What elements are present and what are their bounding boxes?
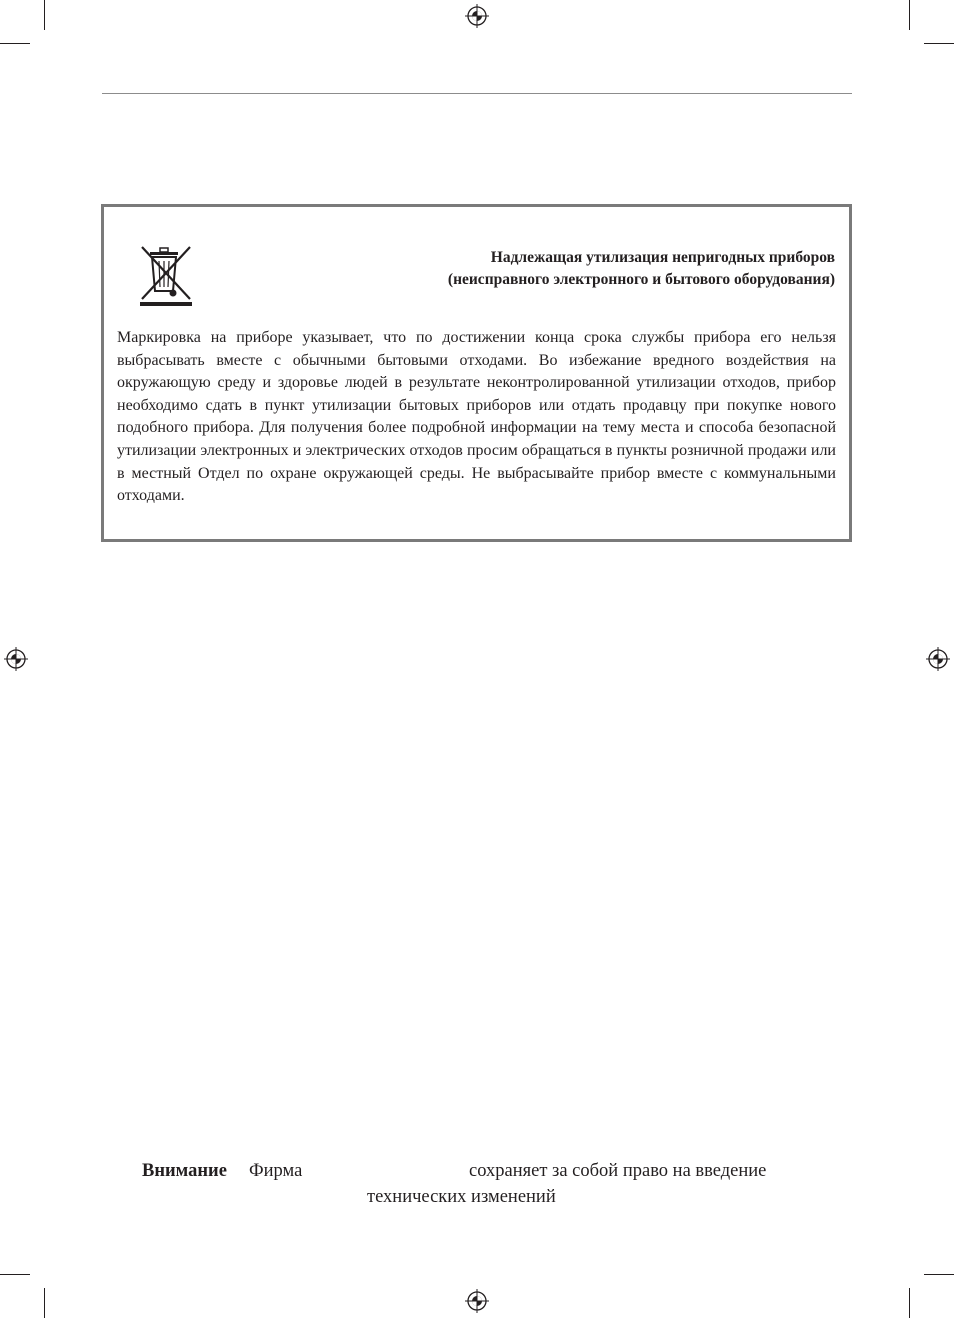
- footer-notice: [142, 1158, 227, 1184]
- crop-mark-bottom-left-v: [44, 1288, 45, 1318]
- crop-mark-top-left-v: [44, 0, 45, 30]
- registration-mark-icon: [465, 1289, 489, 1313]
- crop-mark-top-right-v: [909, 0, 910, 30]
- firm-label: Фирма: [249, 1161, 303, 1181]
- disposal-notice-box: [101, 204, 852, 542]
- registration-mark-icon: [4, 647, 28, 671]
- notice-title: [448, 247, 835, 291]
- notice-body-text: Маркировка на приборе указывает, что по достижении конца срока службы прибора его нельзя выбрасывать вместе с обычными бытовыми отходами. Во избежание вредного воздействия на окружающую среду и здоровье людей в результате неконтролированной утилизации отходов, прибор необходимо сдать в пункт утилизации бытовых приборов или отдать продавцу при покупке нового подобного прибора. Для получения более подробной информации на тему места и способа безопасной утилизации электронных и электрических отходов просим обращаться в пункты розничной продажи или в местный Отдел по охране окружающей среды. Не выбрасывайте прибор вместе с коммунальными отходами.: [117, 329, 836, 505]
- notice-title-line-2: (неисправного электронного и бытового оборудования): [447, 271, 835, 288]
- crop-mark-bottom-right-h: [924, 1274, 954, 1275]
- crossed-out-wheelie-bin-icon: [136, 244, 196, 306]
- crop-mark-bottom-left-h: [0, 1274, 30, 1275]
- registration-mark-icon: [926, 647, 950, 671]
- crop-mark-bottom-right-v: [909, 1288, 910, 1318]
- footer-text-line-2: технических изменений: [367, 1187, 556, 1207]
- notice-title-line-1: Надлежащая утилизация непригодных приборов: [490, 249, 835, 266]
- crop-mark-top-right-h: [924, 43, 954, 44]
- attention-label: Внимание: [142, 1161, 227, 1181]
- footer-text-line-1: сохраняет за собой право на введение: [469, 1161, 767, 1181]
- header-rule: [102, 93, 852, 94]
- crop-mark-top-left-h: [0, 43, 30, 44]
- registration-mark-icon: [465, 4, 489, 28]
